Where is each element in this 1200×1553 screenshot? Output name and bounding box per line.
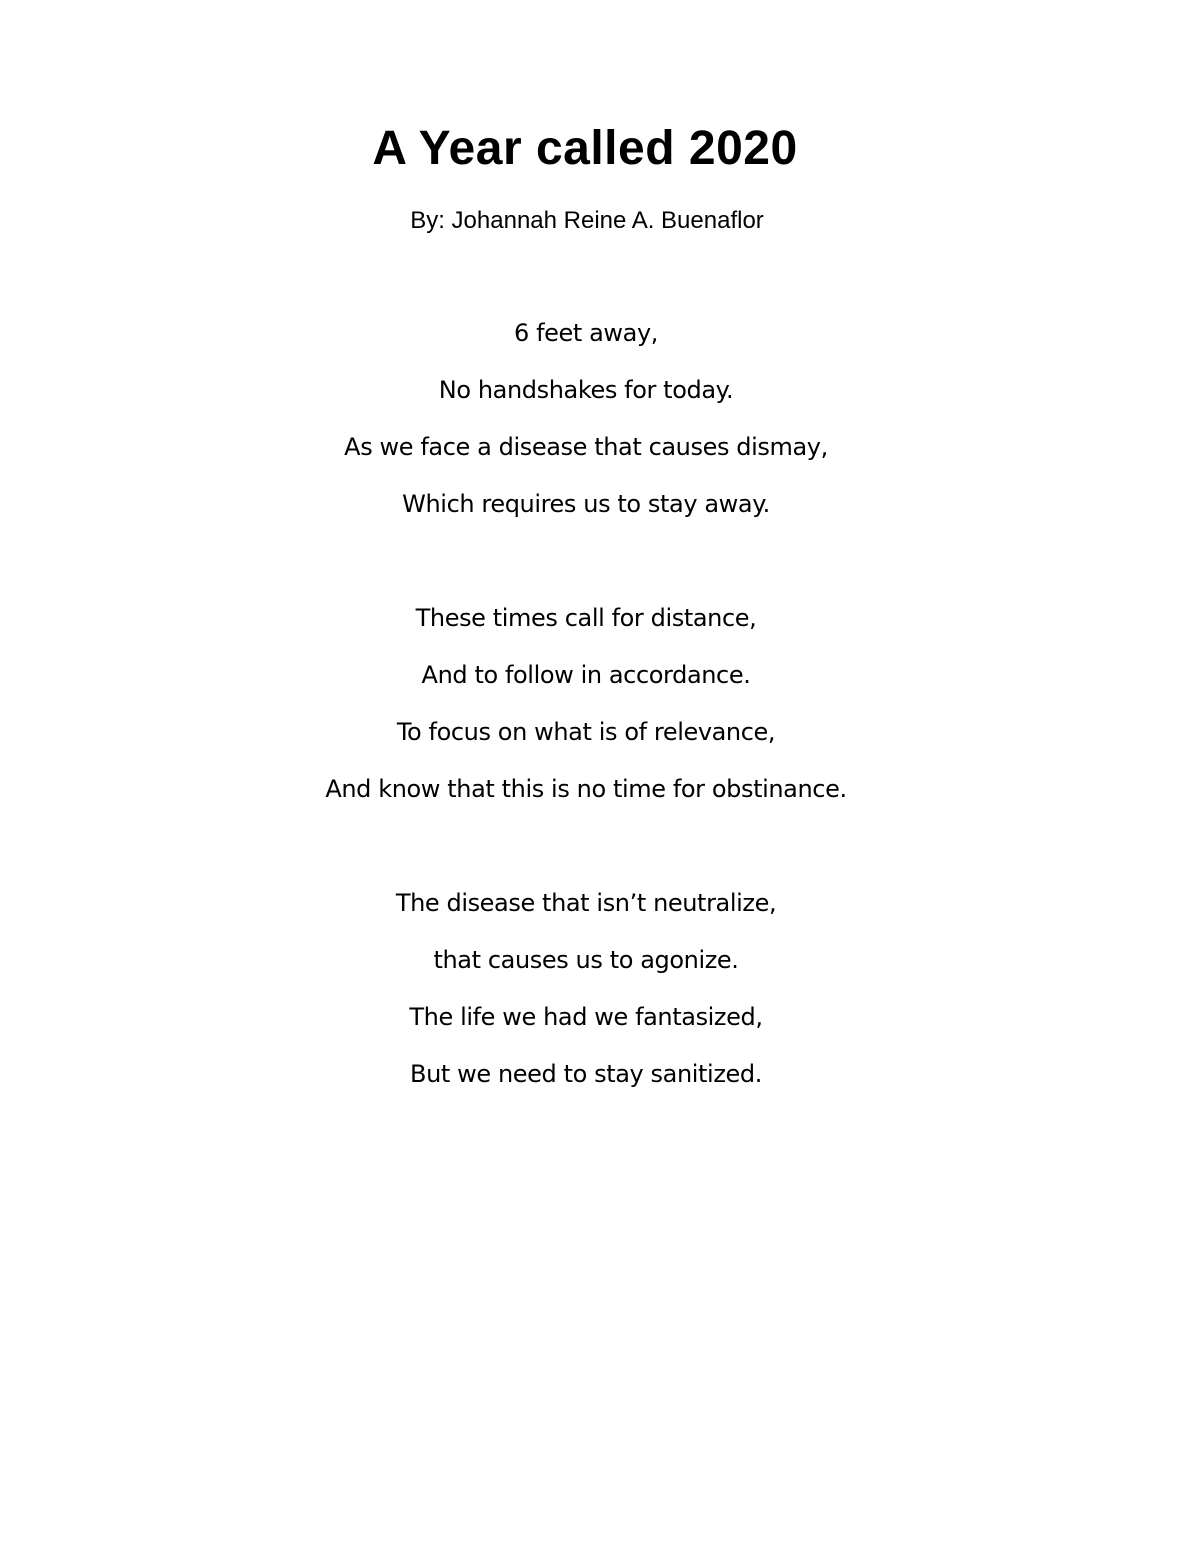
stanza-spacer <box>0 544 1172 601</box>
stanza-spacer <box>0 829 1172 886</box>
poem-line: These times call for distance, <box>415 604 757 632</box>
poem-line: But we need to stay sanitized. <box>410 1060 762 1088</box>
stanza-3 <box>0 886 1172 1114</box>
poem-title: A Year called 2020 <box>372 122 798 175</box>
stanza-1 <box>0 316 1172 544</box>
poem-line: And know that this is no time for obstinance. <box>325 775 847 803</box>
poem-line: As we face a disease that causes dismay, <box>344 433 828 461</box>
poem-line: To focus on what is of relevance, <box>396 718 776 746</box>
author-byline: By: Johannah Reine A. Buenaflor <box>410 207 764 234</box>
stanza-2 <box>0 601 1172 829</box>
poem-line: 6 feet away, <box>514 319 658 347</box>
poem-line: Which requires us to stay away. <box>402 490 770 518</box>
poem-line: The life we had we fantasized, <box>409 1003 763 1031</box>
poem-line: And to follow in accordance. <box>421 661 751 689</box>
poem-line: The disease that isn’t neutralize, <box>395 889 777 917</box>
poem-line: No handshakes for today. <box>438 376 734 404</box>
poem-line: that causes us to agonize. <box>433 946 739 974</box>
poem-body <box>0 316 1172 1114</box>
